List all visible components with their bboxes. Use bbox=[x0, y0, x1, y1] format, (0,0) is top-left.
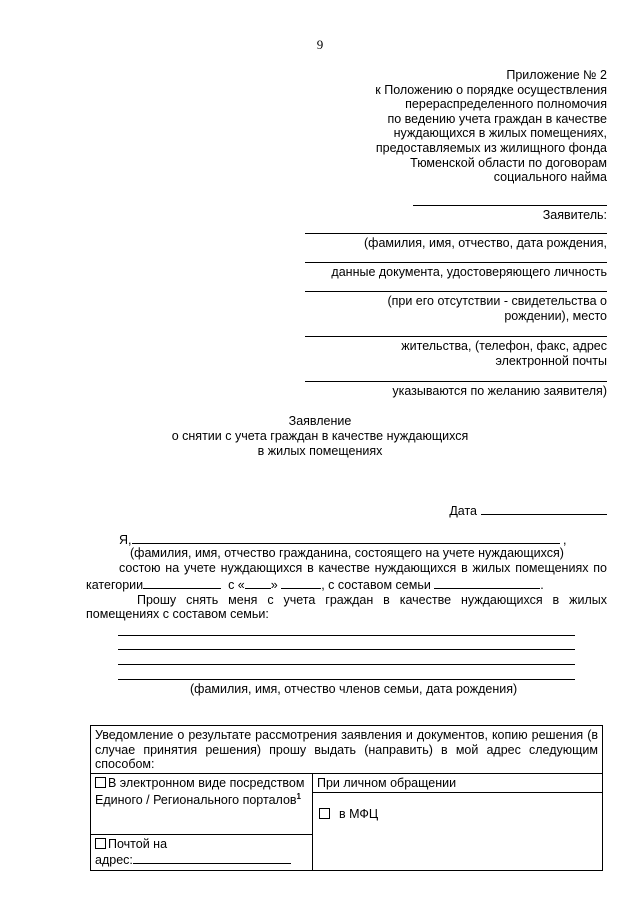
title-line: о снятии с учета граждан в качестве нуждающихся bbox=[171, 429, 469, 443]
applicant-id-field[interactable] bbox=[305, 262, 607, 263]
title-line: Заявление bbox=[288, 414, 352, 428]
option-post-address-label: адрес: bbox=[95, 853, 133, 867]
personal-header: При личном обращении bbox=[313, 773, 603, 793]
applicant-residence-field[interactable] bbox=[305, 336, 607, 337]
appendix-line: по ведению учета граждан в качестве bbox=[387, 111, 607, 126]
applicant-hint: (фамилия, имя, отчество, дата рождения, bbox=[364, 236, 607, 250]
option-electronic-cell bbox=[91, 773, 313, 834]
category-end: . bbox=[540, 578, 544, 592]
electronic-checkbox[interactable] bbox=[95, 777, 106, 788]
category-quote: » bbox=[270, 578, 278, 592]
registered-text: состою на учете нуждающихся в качестве нуждающихся в жилых помещениях по bbox=[119, 561, 607, 575]
family-size-field[interactable] bbox=[434, 576, 540, 589]
notification-table bbox=[90, 725, 603, 871]
option-post-label: Почтой на bbox=[108, 836, 168, 851]
i-suffix: , bbox=[562, 533, 567, 547]
appendix-line: Приложение № 2 bbox=[506, 68, 607, 82]
date-label: Дата bbox=[449, 504, 477, 518]
family-member-field[interactable] bbox=[118, 679, 575, 680]
family-size-label: , с составом семьи bbox=[321, 578, 431, 592]
applicant-birth-cert-field[interactable] bbox=[305, 291, 607, 292]
option-post-cell bbox=[91, 834, 313, 870]
citizen-name-field[interactable] bbox=[132, 531, 560, 544]
post-address-field[interactable] bbox=[133, 851, 291, 864]
option-mfc-label: в МФЦ bbox=[338, 807, 379, 822]
category-since: с « bbox=[228, 578, 245, 592]
appendix-line: к Положению о порядке осуществления bbox=[375, 82, 607, 97]
category-field[interactable] bbox=[143, 576, 221, 589]
mfc-checkbox[interactable] bbox=[319, 808, 330, 819]
appendix-block bbox=[287, 68, 607, 185]
category-row bbox=[86, 576, 544, 593]
family-hint: (фамилия, имя, отчество членов семьи, дата рождения) bbox=[190, 682, 518, 696]
appendix-line: перераспределенного полномочия bbox=[405, 97, 607, 112]
family-member-field[interactable] bbox=[118, 664, 575, 665]
document-title bbox=[0, 414, 640, 459]
date-field[interactable] bbox=[481, 502, 607, 515]
day-field[interactable] bbox=[245, 576, 271, 589]
family-member-field[interactable] bbox=[118, 635, 575, 636]
title-line: в жилых помещениях bbox=[257, 444, 383, 458]
applicant-hint: указываются по желанию заявителя) bbox=[392, 384, 607, 398]
request-text: Прошу снять меня с учета граждан в качестве нуждающихся в жилых bbox=[137, 593, 607, 607]
option-mfc-cell bbox=[313, 793, 603, 871]
applicant-hint: рождении), место bbox=[504, 309, 607, 323]
page-number: 9 bbox=[316, 37, 324, 52]
applicant-signature-line[interactable] bbox=[413, 205, 607, 206]
category-label: категории bbox=[86, 578, 144, 592]
option-electronic-label: В электронном виде посредством Единого / Регионального порталов bbox=[95, 775, 305, 808]
citizen-name-hint: (фамилия, имя, отчество гражданина, состоящего на учете нуждающихся) bbox=[130, 546, 564, 560]
applicant-hint: жительства, (телефон, факс, адрес bbox=[401, 339, 607, 353]
applicant-hint: электронной почты bbox=[495, 354, 607, 368]
date-row bbox=[449, 502, 607, 518]
applicant-hint: (при его отсутствии - свидетельства о bbox=[387, 294, 607, 308]
applicant-hint: данные документа, удостоверяющего личность bbox=[331, 265, 607, 279]
appendix-line: социального найма bbox=[493, 170, 607, 185]
applicant-label: Заявитель: bbox=[542, 208, 607, 222]
appendix-line: предоставляемых из жилищного фонда bbox=[375, 140, 607, 155]
i-prefix: Я, bbox=[119, 533, 132, 547]
footnote-mark: 1 bbox=[296, 792, 301, 801]
family-member-field[interactable] bbox=[118, 649, 575, 650]
applicant-name-field[interactable] bbox=[305, 233, 607, 234]
applicant-contacts-field[interactable] bbox=[305, 381, 607, 382]
appendix-line: Тюменской области по договорам bbox=[410, 155, 607, 170]
month-year-field[interactable] bbox=[281, 576, 321, 589]
appendix-line: нуждающихся в жилых помещениях, bbox=[393, 126, 607, 141]
request-text-continued: помещениях с составом семьи: bbox=[86, 607, 269, 621]
post-checkbox[interactable] bbox=[95, 838, 106, 849]
notification-header: Уведомление о результате рассмотрения заявления и документов, копию решения (в случае принятия решения) прошу выдать (направить) в мой адрес следующим способом: bbox=[91, 726, 603, 774]
